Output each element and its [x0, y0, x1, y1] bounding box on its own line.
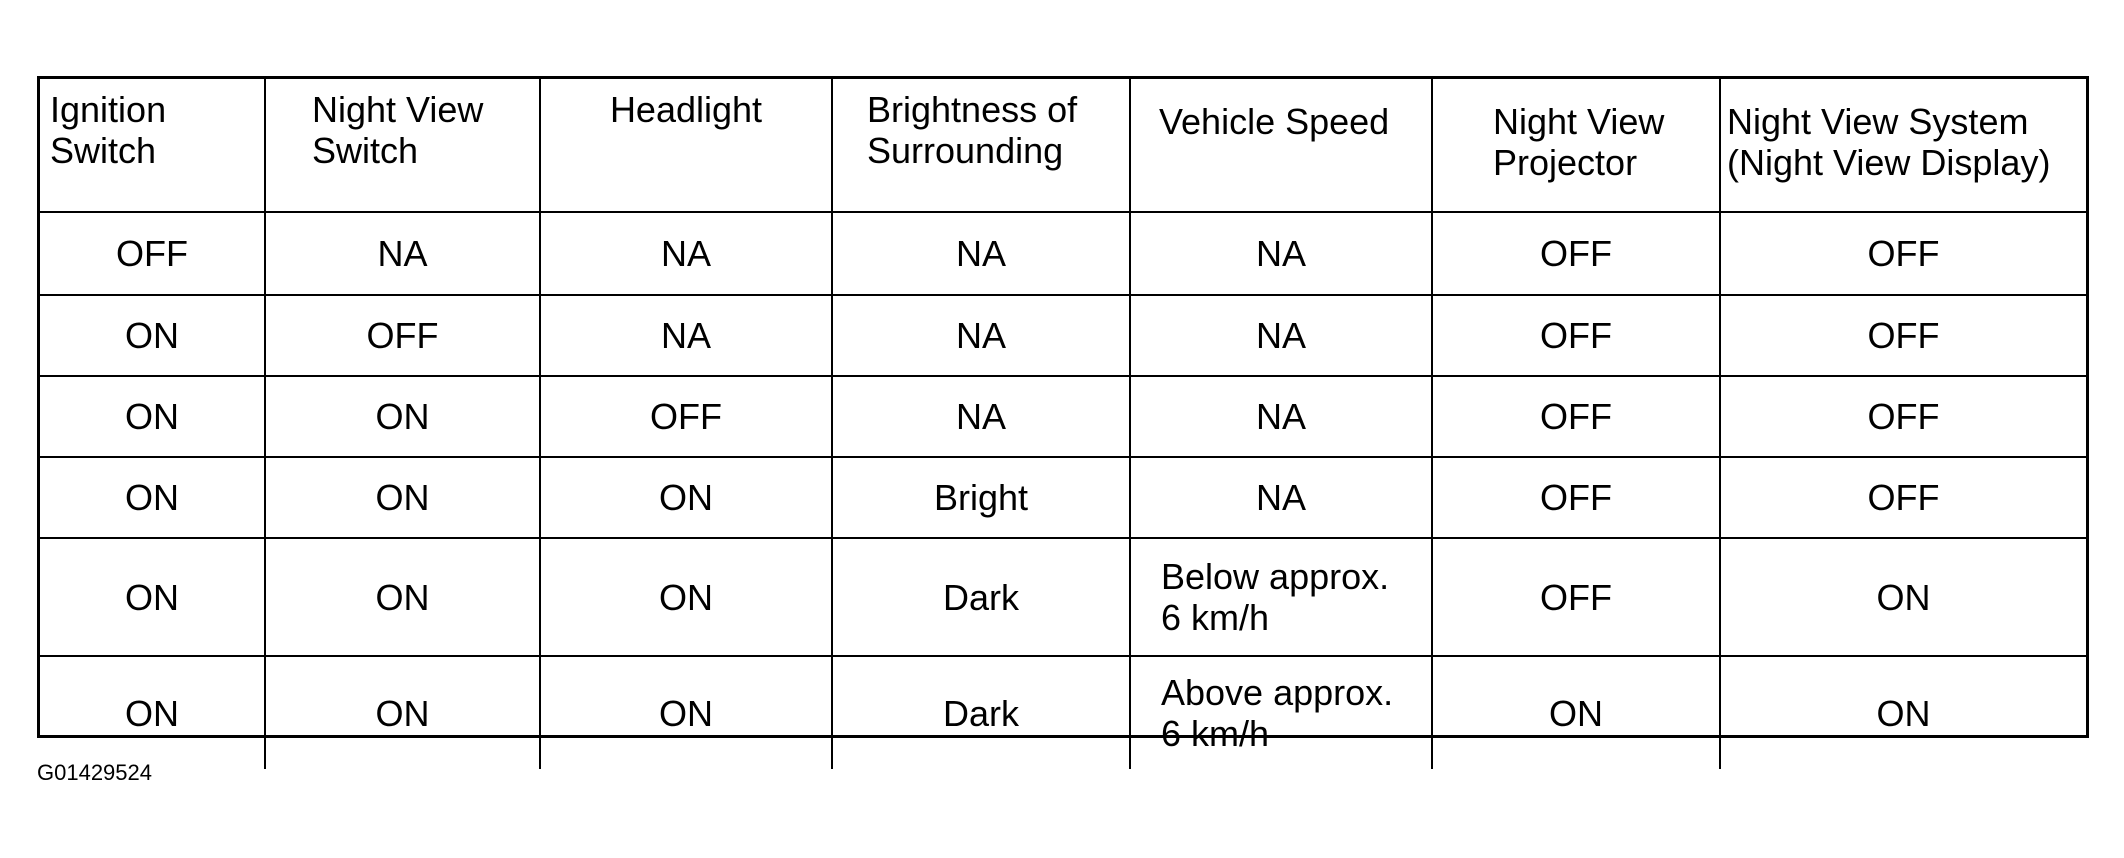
header-vehicle-speed: Vehicle Speed	[1130, 79, 1432, 212]
cell-night-view-display: ON	[1720, 656, 2086, 769]
cell-headlight: NA	[540, 212, 832, 295]
cell-night-view-projector: ON	[1432, 656, 1720, 769]
cell-vehicle-speed: NA	[1130, 212, 1432, 295]
cell-headlight: ON	[540, 538, 832, 656]
header-night-view-system: Night View System (Night View Display)	[1720, 79, 2086, 212]
night-view-operation-table-frame	[37, 76, 2089, 754]
cell-ignition-switch: ON	[40, 295, 265, 376]
cell-headlight: ON	[540, 457, 832, 538]
cell-night-view-display: OFF	[1720, 212, 2086, 295]
cell-headlight: NA	[540, 295, 832, 376]
cell-night-view-switch: ON	[265, 376, 540, 457]
header-headlight: Headlight	[540, 79, 832, 212]
header-night-view-projector: Night View Projector	[1432, 79, 1720, 212]
cell-night-view-switch: ON	[265, 457, 540, 538]
table-row	[40, 376, 2086, 457]
cell-night-view-switch: NA	[265, 212, 540, 295]
figure-id: G01429524	[37, 760, 152, 785]
cell-vehicle-speed: NA	[1130, 376, 1432, 457]
cell-ignition-switch: OFF	[40, 212, 265, 295]
cell-brightness: NA	[832, 295, 1130, 376]
cell-night-view-switch: ON	[265, 656, 540, 769]
cell-brightness: Dark	[832, 538, 1130, 656]
cell-night-view-projector: OFF	[1432, 457, 1720, 538]
table-row	[40, 212, 2086, 295]
header-row	[40, 79, 2086, 212]
table-row	[40, 457, 2086, 538]
cell-night-view-switch: ON	[265, 538, 540, 656]
cell-brightness: Dark	[832, 656, 1130, 769]
table-row	[40, 656, 2086, 769]
cell-night-view-display: OFF	[1720, 457, 2086, 538]
cell-ignition-switch: ON	[40, 457, 265, 538]
cell-brightness: Bright	[832, 457, 1130, 538]
cell-night-view-display: ON	[1720, 538, 2086, 656]
header-ignition-switch: Ignition Switch	[40, 79, 265, 212]
cell-vehicle-speed: NA	[1130, 295, 1432, 376]
header-brightness-of-surrounding: Brightness of Surrounding	[832, 79, 1130, 212]
table-row	[40, 295, 2086, 376]
cell-vehicle-speed: Below approx. 6 km/h	[1130, 538, 1432, 656]
cell-night-view-projector: OFF	[1432, 295, 1720, 376]
cell-vehicle-speed: Above approx. 6 km/h	[1130, 656, 1432, 769]
cell-night-view-projector: OFF	[1432, 212, 1720, 295]
header-night-view-switch: Night View Switch	[265, 79, 540, 212]
cell-ignition-switch: ON	[40, 376, 265, 457]
cell-vehicle-speed: NA	[1130, 457, 1432, 538]
cell-headlight: OFF	[540, 376, 832, 457]
cell-ignition-switch: ON	[40, 538, 265, 656]
cell-night-view-switch: OFF	[265, 295, 540, 376]
cell-night-view-display: OFF	[1720, 376, 2086, 457]
cell-night-view-projector: OFF	[1432, 538, 1720, 656]
cell-brightness: NA	[832, 376, 1130, 457]
cell-night-view-display: OFF	[1720, 295, 2086, 376]
night-view-operation-table	[40, 79, 2086, 769]
cell-ignition-switch: ON	[40, 656, 265, 769]
table-row	[40, 538, 2086, 656]
cell-headlight: ON	[540, 656, 832, 769]
cell-brightness: NA	[832, 212, 1130, 295]
cell-night-view-projector: OFF	[1432, 376, 1720, 457]
